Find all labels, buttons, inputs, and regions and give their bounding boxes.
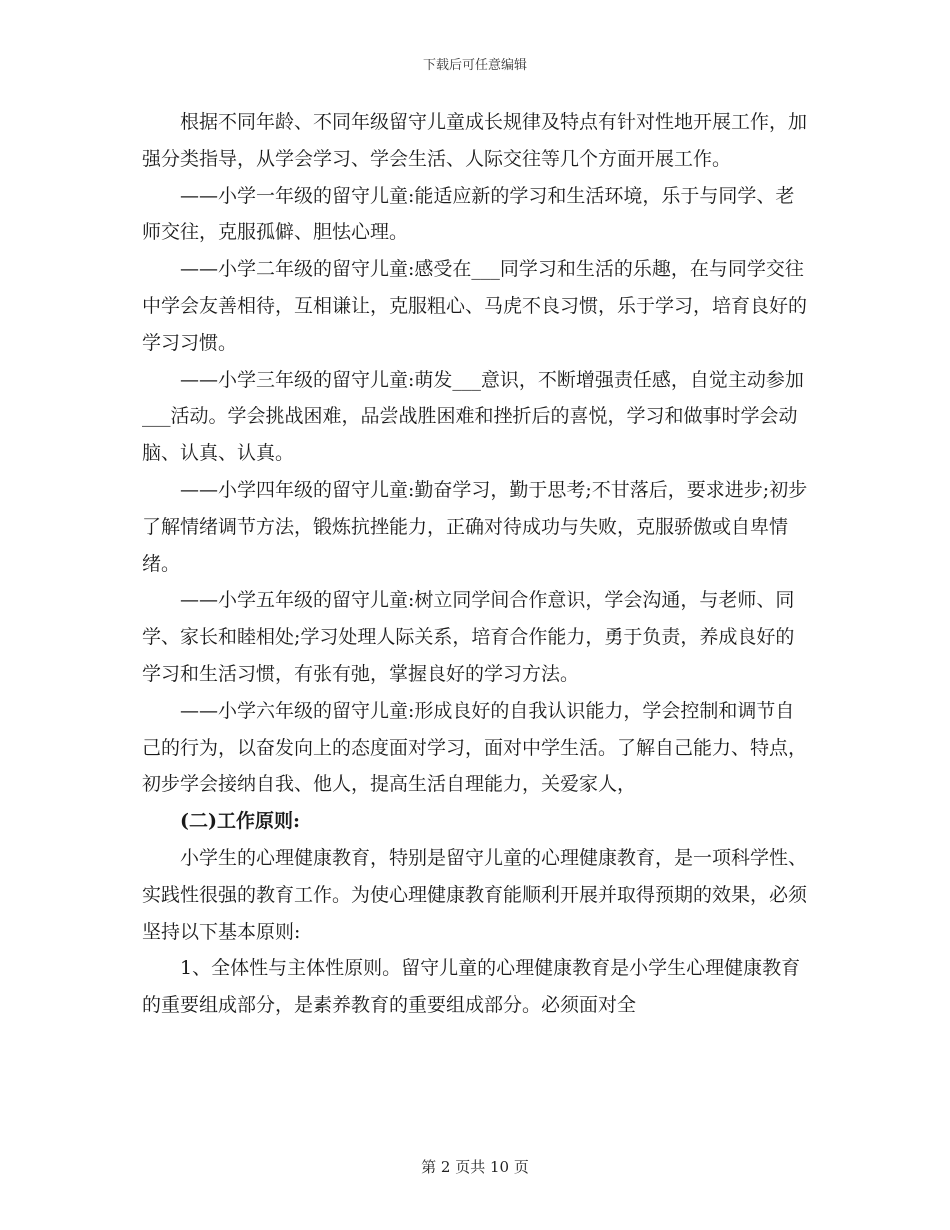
paragraph: 根据不同年龄、不同年级留守儿童成长规律及特点有针对性地开展工作，加强分类指导，从学会学习、学会生活、人际交往等几个方面开展工作。 xyxy=(142,111,808,170)
paragraph: 小学生的心理健康教育，特别是留守儿童的心理健康教育，是一项科学性、实践性很强的教育工作。为使心理健康教育能顺利开展并取得预期的效果，必须坚持以下基本原则: xyxy=(142,846,808,943)
paragraph: ——小学二年级的留守儿童:感受在___同学习和生活的乐趣，在与同学交往中学会友善相待，互相谦让，克服粗心、马虎不良习惯，乐于学习，培育良好的学习习惯。 xyxy=(142,258,808,354)
page-header: 下载后可任意编辑 xyxy=(422,58,527,73)
page-number-footer: 第 2 页共 10 页 xyxy=(421,1158,529,1176)
document-body xyxy=(142,104,812,1024)
paragraph: ——小学三年级的留守儿童:萌发___意识，不断增强责任感，自觉主动参加___活动。学会挑战困难，品尝战胜困难和挫折后的喜悦，学习和做事时学会动脑、认真、认真。 xyxy=(142,368,804,465)
section-heading: (二)工作原则: xyxy=(180,810,300,833)
paragraph: ——小学一年级的留守儿童:能适应新的学习和生活环境，乐于与同学、老师交往，克服孤僻、胆怯心理。 xyxy=(142,184,795,244)
paragraph: ——小学五年级的留守儿童:树立同学间合作意识，学会沟通，与老师、同学、家长和睦相处;学习处理人际关系，培育合作能力，勇于负责，养成良好的学习和生活习惯，有张有弛，掌握良好的学习方法。 xyxy=(142,589,795,685)
paragraph: 1、全体性与主体性原则。留守儿童的心理健康教育是小学生心理健康教育的重要组成部分，是素养教育的重要组成部分。必须面对全 xyxy=(142,957,801,1017)
paragraph: ——小学六年级的留守儿童:形成良好的自我认识能力，学会控制和调节自己的行为，以奋发向上的态度面对学习，面对中学生活。了解自己能力、特点，初步学会接纳自我、他人，提高生活自理能力，关爱家人， xyxy=(142,699,808,796)
paragraph: ——小学四年级的留守儿童:勤奋学习，勤于思考;不甘落后，要求进步;初步了解情绪调节方法，锻炼抗挫能力，正确对待成功与失败，克服骄傲或自卑情绪。 xyxy=(142,478,808,575)
